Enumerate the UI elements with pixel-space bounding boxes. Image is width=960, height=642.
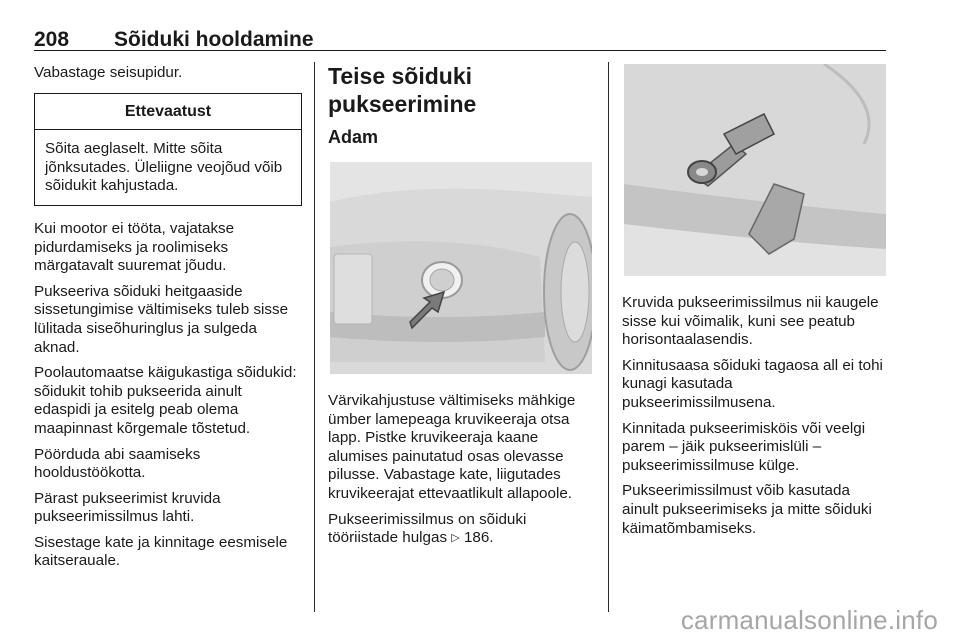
paragraph: Pärast pukseerimist kruvida pukseerimissilmus lahti. bbox=[34, 489, 221, 526]
column-2 bbox=[328, 64, 594, 555]
paragraph: Sisestage kate ja kinnitage eesmisele kaitserauale. bbox=[34, 533, 288, 570]
column-divider bbox=[608, 62, 609, 612]
watermark: carmanualsonline.info bbox=[680, 605, 938, 635]
caution-text: Sõita aeglaselt. Mitte sõita jõnksutades. Üleliigne veojõud võib sõidukit kahjustada. bbox=[45, 140, 283, 195]
bumper-cover-illustration bbox=[330, 162, 592, 374]
towing-eye-illustration bbox=[624, 64, 886, 276]
column-1 bbox=[34, 64, 302, 578]
reference-arrow-icon: ▷ bbox=[451, 532, 460, 545]
paragraph bbox=[328, 511, 594, 548]
paragraph: Pukseerimissilmust võib kasutada ainult pukseerimiseks ja mitte sõiduki käimatõmbamiseks. bbox=[622, 482, 872, 537]
column-divider bbox=[314, 62, 315, 612]
paragraph: Kinnitada pukseerimisköis või veelgi parem – jäik pukseerimislüli – pukseerimissilmuse külge. bbox=[622, 419, 866, 474]
paragraph: Pöörduda abi saamiseks hooldustöökotta. bbox=[34, 445, 201, 482]
page-reference: 186. bbox=[463, 529, 494, 547]
column-3 bbox=[622, 64, 890, 545]
paragraph: Kruvida pukseerimissilmus nii kaugele sisse kui võimalik, kuni see peatub horisontaalasendis. bbox=[622, 294, 879, 349]
section-subheading: Adam bbox=[328, 127, 379, 147]
paragraph: Poolautomaatse käigukastiga sõidukid: sõidukit tohib pukseerida ainult edaspidi ja esitelg peab olema maapinnast kõrgemale tõstetud. bbox=[34, 364, 297, 437]
paragraph: Kinnitusaasa sõiduki tagaosa all ei tohi kunagi kasutada pukseerimissilmusena. bbox=[622, 356, 883, 411]
page-number: 208 bbox=[34, 28, 70, 51]
page-title: Sõiduki hooldamine bbox=[114, 28, 314, 51]
tool-location-text: Pukseerimissilmus on sõiduki tööriistade hulgas bbox=[328, 510, 527, 547]
page-header bbox=[34, 28, 886, 51]
section-heading: Teise sõiduki pukseerimine bbox=[328, 63, 477, 117]
paragraph: Värvikahjustuse vältimiseks mähkige ümber lamepeaga kruvikeeraja otsa lapp. Pistke kruvikeeraja kaane alumises painutatud osas olevasse pilusse. Vabastage kate, liigutades kruvikeerajat ettevaatlikult allapoole. bbox=[328, 392, 576, 502]
caution-heading: Ettevaatust bbox=[35, 94, 301, 131]
paragraph: Pukseeriva sõiduki heitgaaside sissetungimise vältimiseks tuleb sisse lülitada siseõhuringlus ja sulgeda aknad. bbox=[34, 282, 289, 356]
caution-box bbox=[34, 93, 302, 206]
intro-text: Vabastage seisupidur. bbox=[34, 64, 183, 81]
paragraph: Kui mootor ei tööta, vajatakse pidurdamiseks ja roolimiseks märgatavalt suuremat jõudu. bbox=[34, 219, 235, 275]
